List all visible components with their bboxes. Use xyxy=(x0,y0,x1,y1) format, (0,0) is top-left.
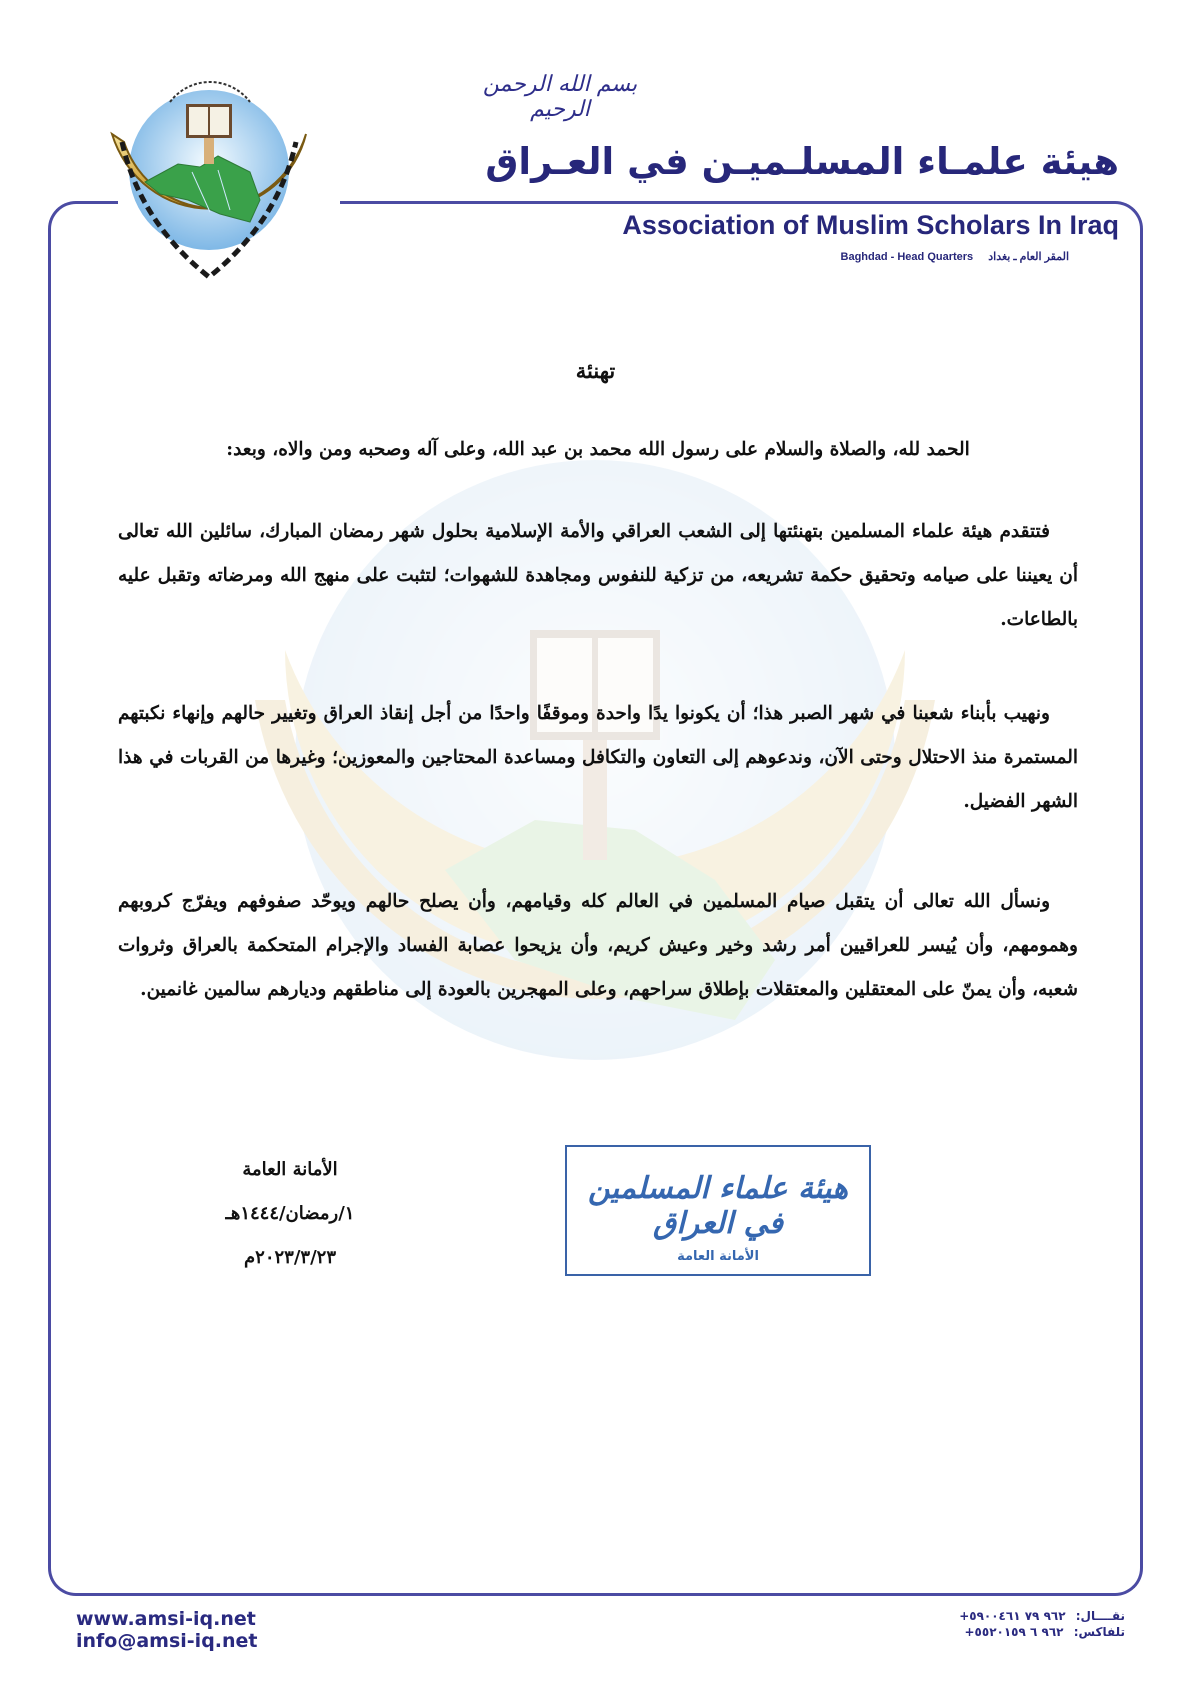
letter-opening: الحمد لله، والصلاة والسلام على رسول الله محمد بن عبد الله، وعلى آله وصحبه ومن والاه، وبعد: xyxy=(226,439,970,460)
letter-paragraph: فتتقدم هيئة علماء المسلمين بتهنئتها إلى الشعب العراقي والأمة الإسلامية بحلول شهر رمضان المبارك، سائلين الله تعالى أن يعيننا على صيامه وتحقيق حكمة تشريعه، من تزكية للنفوس ومجاهدة للشهوات؛ لتثبت على منهج الله ومرضاته وتقبل عليه بالطاعات. xyxy=(118,521,1078,630)
headquarters-line xyxy=(829,250,1069,263)
org-name-arabic: هيئة علمـاء المسلـميـن في العـراق xyxy=(485,140,1119,183)
org-name-english: Association of Muslim Scholars In Iraq xyxy=(622,210,1119,240)
footer-contact-web xyxy=(76,1608,258,1652)
mobile-number: +٩٦٢ ٧٩ ٥٩٠٠٤٦١ xyxy=(959,1609,1066,1623)
amsi-emblem-icon xyxy=(100,72,318,290)
website-link[interactable]: www.amsi-iq.net xyxy=(76,1608,256,1630)
hq-english: Baghdad - Head Quarters xyxy=(840,251,974,263)
gregorian-date: ٢٠٢٣/٣/٢٣م xyxy=(244,1247,336,1268)
fax-line xyxy=(959,1624,1125,1640)
stamp-subtitle: الأمانة العامة xyxy=(677,1249,759,1264)
signatory: الأمانة العامة xyxy=(242,1159,338,1180)
footer-contact-phone xyxy=(959,1608,1125,1640)
letter-title: تهنئة xyxy=(575,358,616,383)
stamp-calligraphy: هيئة علماء المسلمين في العراق xyxy=(587,1171,849,1241)
page-frame-left xyxy=(48,258,51,1568)
mobile-label: نقــــال: xyxy=(1075,1609,1125,1623)
signature-block xyxy=(190,1148,390,1280)
page-frame-right xyxy=(1140,258,1143,1568)
fax-label: تلفاكس: xyxy=(1073,1625,1125,1639)
mobile-line xyxy=(959,1608,1125,1624)
page-frame-bottom xyxy=(48,1540,1143,1596)
official-stamp xyxy=(565,1145,871,1276)
hijri-date: ١/رمضان/١٤٤٤هـ xyxy=(225,1203,355,1224)
email-link[interactable]: info@amsi-iq.net xyxy=(76,1630,258,1652)
letter-paragraph: ونهيب بأبناء شعبنا في شهر الصبر هذا؛ أن يكونوا يدًا واحدة وموقفًا واحدًا من أجل إنقاذ العراق وتغيير حالهم وإنهاء نكبتهم المستمرة منذ الاحتلال وحتى الآن، وندعوهم إلى التعاون والتكافل ومساعدة المحتاجين والمعوزين؛ وغيرها من القربات في هذا الشهر الفضيل. xyxy=(118,703,1078,812)
basmala-calligraphy: بسم الله الرحمن الرحيم xyxy=(482,72,638,122)
fax-number: +٩٦٢ ٦ ٥٥٢٠١٥٩ xyxy=(964,1625,1064,1639)
page-frame-top-line xyxy=(340,201,1112,204)
letter-paragraph: ونسأل الله تعالى أن يتقبل صيام المسلمين في العالم كله وقيامهم، وأن يصلح حالهم ويوحّد صفوفهم ويفرّج كروبهم وهمومهم، وأن يُيسر للعراقيين أمر رشد وخير وعيش كريم، وأن يزيحوا عصابة الفساد والإجرام المتحكمة بالعراق وثروات شعبه، وأن يمنّ على المعتقلين والمعتقلات بإطلاق سراحهم، وعلى المهجرين بالعودة إلى مناطقهم وديارهم سالمين غانمين. xyxy=(118,891,1078,1000)
hq-arabic: المقر العام ـ بغداد xyxy=(988,251,1069,263)
